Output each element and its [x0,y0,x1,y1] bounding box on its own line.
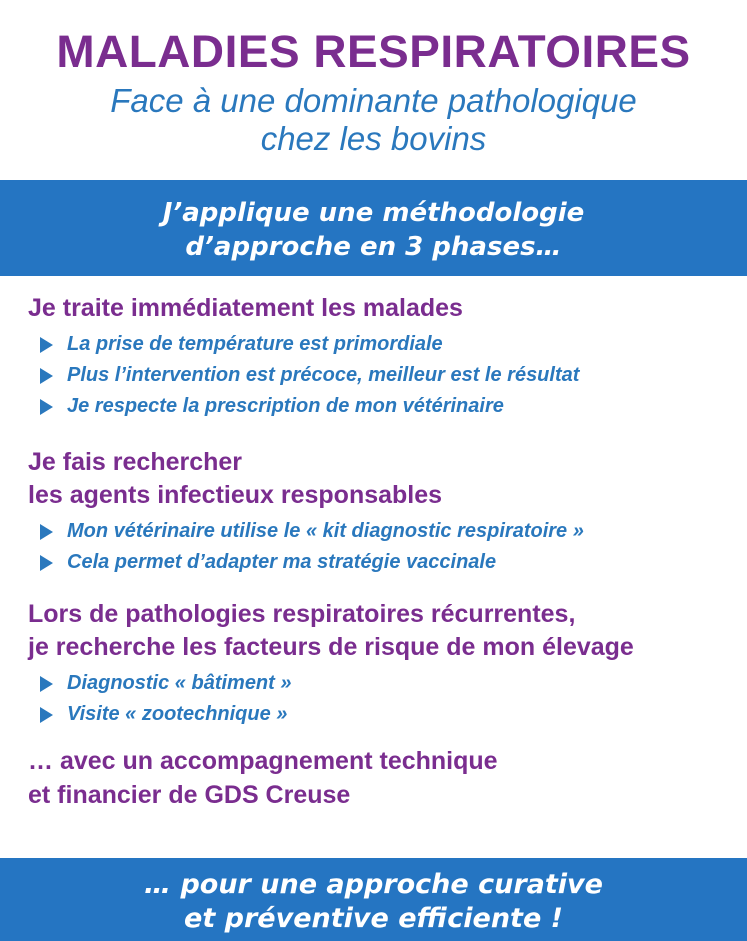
section-heading-line: Lors de pathologies respiratoires récurrentes, [28,600,576,628]
triangle-bullet-icon [40,337,53,353]
list-item [40,547,738,578]
page-subtitle [0,82,747,158]
page-title: MALADIES RESPIRATOIRES [56,26,691,77]
section-heading [28,292,738,325]
phase-section-agents [28,446,738,578]
triangle-bullet-icon [40,555,53,571]
phase-section-treatment [28,292,738,422]
section-heading-line: les agents infectieux responsables [28,481,443,509]
subtitle-line-2: chez les bovins [260,120,487,157]
list-item [40,329,738,360]
conclusion-banner-line-1: … pour une approche curative [144,869,603,900]
list-item-text: Plus l’intervention est précoce, meilleur est le résultat [67,364,580,386]
list-item [40,699,738,730]
conclusion-banner [0,858,747,941]
list-item [40,668,738,699]
list-item [40,391,738,422]
list-item-text: La prise de température est primordiale [67,333,443,355]
triangle-bullet-icon [40,368,53,384]
section-heading-line: je recherche les facteurs de risque de mon élevage [28,633,634,661]
methodology-banner-line-1: J’applique une méthodologie [162,198,585,228]
list-item-text: Mon vétérinaire utilise le « kit diagnostic respiratoire » [67,520,584,542]
section-heading [28,598,738,664]
bullet-list [28,516,738,578]
triangle-bullet-icon [40,676,53,692]
phase-section-risk-factors [28,598,738,730]
section-heading [28,446,738,512]
list-item [40,516,738,547]
list-item-text: Diagnostic « bâtiment » [67,672,292,694]
section-heading-line: Je fais rechercher [28,448,243,476]
bullet-list [28,668,738,730]
closing-statement [28,744,738,812]
list-item-text: Je respecte la prescription de mon vétérinaire [67,395,504,417]
closing-line-2: et financier de GDS Creuse [28,781,351,809]
list-item-text: Visite « zootechnique » [67,703,288,725]
list-item [40,360,738,391]
triangle-bullet-icon [40,707,53,723]
list-item-text: Cela permet d’adapter ma stratégie vaccinale [67,551,497,573]
conclusion-banner-line-2: et préventive efficiente ! [184,903,563,934]
section-heading-line: Je traite immédiatement les malades [28,294,463,322]
methodology-banner-line-2: d’approche en 3 phases… [185,232,562,262]
closing-line-1: … avec un accompagnement technique [28,747,498,775]
subtitle-line-1: Face à une dominante pathologique [110,82,637,119]
content-body [28,292,738,812]
triangle-bullet-icon [40,524,53,540]
triangle-bullet-icon [40,399,53,415]
methodology-banner [0,180,747,276]
bullet-list [28,329,738,422]
header [0,0,747,178]
